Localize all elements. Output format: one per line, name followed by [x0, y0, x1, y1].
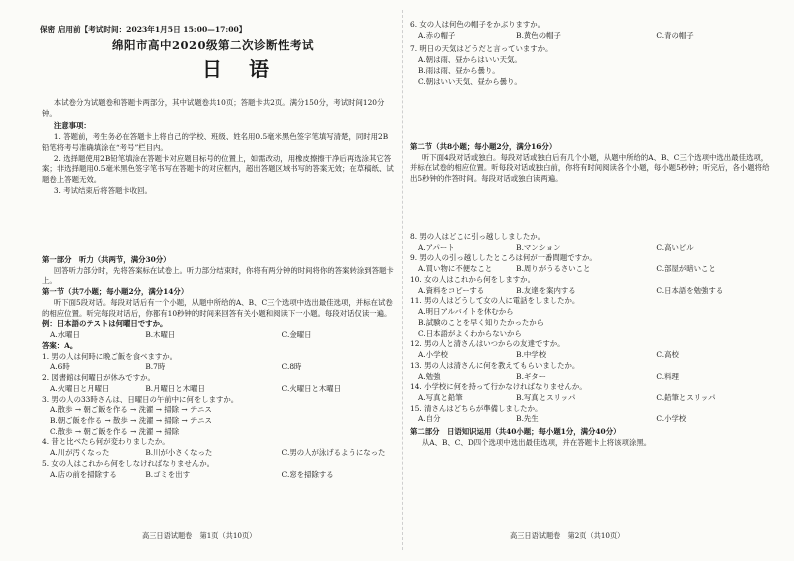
question-14-options: [410, 393, 772, 404]
option: B.7時: [145, 362, 166, 372]
right-top-block: [410, 20, 772, 87]
option: C.男の人が泳げるようになった: [281, 448, 386, 458]
question-13-options: [410, 372, 772, 383]
question-11-options: [410, 307, 772, 339]
left-page: [42, 0, 394, 561]
example-option-b: B.木曜日: [145, 330, 176, 340]
question-12: 12. 男の人と清さんはいつからの友達ですか。: [410, 339, 565, 349]
option: C.小学校: [656, 414, 687, 424]
question-4-options: [42, 448, 394, 459]
question-4: 4. 昔と比べたら何が変わりましたか。: [42, 437, 170, 447]
question-2-options: [42, 384, 394, 395]
option: B.川が小さくなった: [145, 448, 213, 458]
option: C.日本語を勉強する: [656, 285, 724, 295]
option: C.8時: [281, 362, 302, 372]
option: A.朝は雨、昼からはいい天気。: [418, 55, 522, 65]
question-2: 2. 図書館は何曜日が休みですか。: [42, 373, 155, 383]
page-footer-left: 高三日语试题卷 第1页（共10页）: [142, 531, 257, 540]
option: B.ギター: [516, 371, 547, 381]
part2-title: 第二部分 日语知识运用（共40小题；每小题1分，满分40分）: [410, 427, 621, 437]
question-15: 15. 清さんはどちらが準備しましたか。: [410, 403, 543, 413]
option: B.中学校: [516, 350, 547, 360]
question-8: 8. 男の人はどこに引っ越ししましたか。: [410, 232, 546, 241]
option: C.高校: [656, 350, 679, 360]
option: A.6時: [50, 362, 70, 372]
option: A.店の前を掃除する: [50, 469, 117, 479]
option: A.小学校: [418, 350, 448, 360]
notice-1: 1. 答题前，考生务必在答题卡上将自己的学校、班级、姓名用0.5毫米黑色签字笔填写清楚，同时用2B铅笔将考号准确填涂在“考号”栏目内。: [42, 132, 389, 152]
example-answer: 答案：A。: [42, 340, 78, 350]
sec2-desc: 听下面4段对话或独白。每段对话或独白后有几个小题，从题中所给的A、B、C三个选项中选出最佳选项，并标在试卷的相应位置。听每段对话或独白前，你将有时间阅读各个小题，每小题5秒钟；听完后，各小题将给出5秒钟的作答时间。每段对话或独白读两遍。: [410, 152, 770, 184]
question-11: 11. 男の人はどうして女の人に電話をしましたか。: [410, 296, 580, 306]
option: C.青の帽子: [656, 30, 694, 40]
question-13: 13. 男の人は清さんに何を教えてもらいましたか。: [410, 360, 580, 370]
option: A.川が汚くなった: [50, 448, 110, 458]
example-question: 例：日本語のテストは何曜日ですか。: [42, 319, 168, 329]
question-9: 9. 男の人の引っ越ししたところは何が一番問題ですか。: [410, 253, 597, 263]
question-10-options: [410, 286, 772, 297]
notice-3: 3. 考试结束后将答题卡收回。: [53, 185, 152, 195]
option: C.散歩 → 朝ご飯を作る → 洗濯 → 掃除: [50, 426, 180, 436]
option: B.雨は雨、昼から曇り。: [418, 65, 500, 75]
option: A.資料をコピーする: [418, 285, 485, 295]
question-14: 14. 小学校に何を持って行かなければなりませんか。: [410, 382, 587, 392]
option: A.写真と鉛筆: [418, 393, 463, 403]
page-footer-right: 高三日语试题卷 第2页（共10页）: [510, 531, 625, 540]
intro-paragraph: 本试卷分为试题卷和答题卡两部分，其中试题卷共10页；答题卡共2页。满分150分，考试时间120分钟。: [42, 98, 385, 118]
part1-block: [42, 255, 394, 480]
question-6: 6. 女の人は何色の帽子をかぶりますか。: [410, 20, 546, 29]
notice-2: 2. 选择题使用2B铅笔填涂在答题卡对应题目标号的位置上，如需改动，用橡皮擦擦干净后再选涂其它答案；非选择题用0.5毫米黑色签字笔书写在答题卡的对应框内，超出答题区域书写的答案无效；在草稿纸、试题卷上答题无效。: [42, 153, 394, 185]
option: A.勉強: [418, 371, 441, 381]
question-8-options: [410, 243, 772, 254]
option: B.写真とスリッパ: [516, 393, 576, 403]
exam-title: 绵阳市高中2020级第二次诊断性考试: [112, 38, 315, 52]
option: B.周りがうるさいこと: [516, 264, 591, 274]
option: C.部屋が暗いこと: [656, 264, 716, 274]
option: A.散歩 → 朝ご飯を作る → 洗濯 → 掃除 → テニス: [50, 405, 212, 415]
part1-title: 第一部分 听力（共两节，满分30分）: [42, 255, 171, 264]
option: B.試験のことを早く知りたかったから: [418, 317, 545, 327]
question-12-options: [410, 350, 772, 361]
option: C.窓を掃除する: [281, 469, 334, 479]
option: A.アパート: [418, 242, 455, 252]
exam-subject: 日 语: [202, 57, 279, 81]
right-questions-block: [410, 232, 772, 449]
question-9-options: [410, 264, 772, 275]
option: C.朝はいい天気、昼から曇り。: [418, 76, 522, 86]
option: C.高いビル: [656, 242, 694, 252]
question-5: 5. 女の人はこれから何をしなければなりませんか。: [42, 458, 214, 468]
question-3: 3. 男の人の33時さんは、日曜日の午前中に何をしますか。: [42, 394, 239, 404]
option: C.火曜日と木曜日: [281, 383, 342, 393]
option: A.火曜日と月曜日: [50, 383, 110, 393]
sec1-desc: 听下面5段对话。每段对话后有一个小题，从题中所给的A、B、C三个选项中选出最佳选项，并标在试卷的相应位置。听完每段对话后，你都有10秒钟的时间来回答有关小题和阅读下一小题。每段对话仅读一遍。: [42, 297, 393, 318]
option: B.友達を案内する: [516, 285, 576, 295]
example-option-c: C.金曜日: [281, 330, 312, 340]
option: B.ゴミを出す: [145, 469, 191, 479]
option: C.日本語がよくわからないから: [418, 328, 522, 338]
sec1-title: 第一节（共7小题；每小题2分，满分14分）: [42, 287, 189, 297]
page-divider: [402, 10, 403, 550]
option: B.黄色の帽子: [516, 30, 561, 40]
question-7-options: [410, 55, 772, 87]
question-1: 1. 男の人は何時に晩ご飯を食べますか。: [42, 351, 178, 361]
question-5-options: [42, 470, 394, 481]
question-1-options: [42, 362, 394, 373]
question-15-options: [410, 414, 772, 425]
intro-block: [42, 98, 394, 197]
exam-time-line: 保密 启用前【考试时间：2023年1月5日 15:00—17:00】: [40, 25, 247, 34]
part1-desc: 回答听力部分时，先将答案标在试卷上。听力部分结束时，你将有两分钟的时间将你的答案转涂到答题卡上。: [42, 265, 394, 286]
question-10: 10. 女の人はこれから何をしますか。: [410, 274, 535, 284]
example-options: [42, 330, 394, 341]
sec2-title: 第二节（共8小题；每小题2分，满分16分）: [410, 142, 557, 151]
notice-title: 注意事项：: [53, 121, 91, 131]
option: C.鉛筆とスリッパ: [656, 393, 716, 403]
option: C.料理: [656, 371, 679, 381]
right-page: [410, 0, 772, 561]
option: A.明日アルバイトを休むから: [418, 307, 514, 317]
question-7: 7. 明日の天気はどうだと言っていますか。: [410, 44, 553, 54]
option: A.買い物に不便なこと: [418, 264, 493, 274]
option: B.先生: [516, 414, 539, 424]
question-3-options: [42, 405, 394, 437]
option: B.朝ご飯を作る → 散歩 → 洗濯 → 掃除 → テニス: [50, 416, 212, 426]
option: A.赤の帽子: [418, 30, 456, 40]
option: B.月曜日と木曜日: [145, 383, 205, 393]
question-6-options: [410, 31, 772, 42]
sec2-block: [410, 142, 772, 185]
option: B.マンション: [516, 242, 561, 252]
example-option-a: A.水曜日: [50, 330, 80, 340]
option: A.自分: [418, 414, 441, 424]
part2-desc: 从A、B、C、D四个选项中选出最佳选项，并在答题卡上将该项涂黑。: [421, 437, 652, 447]
